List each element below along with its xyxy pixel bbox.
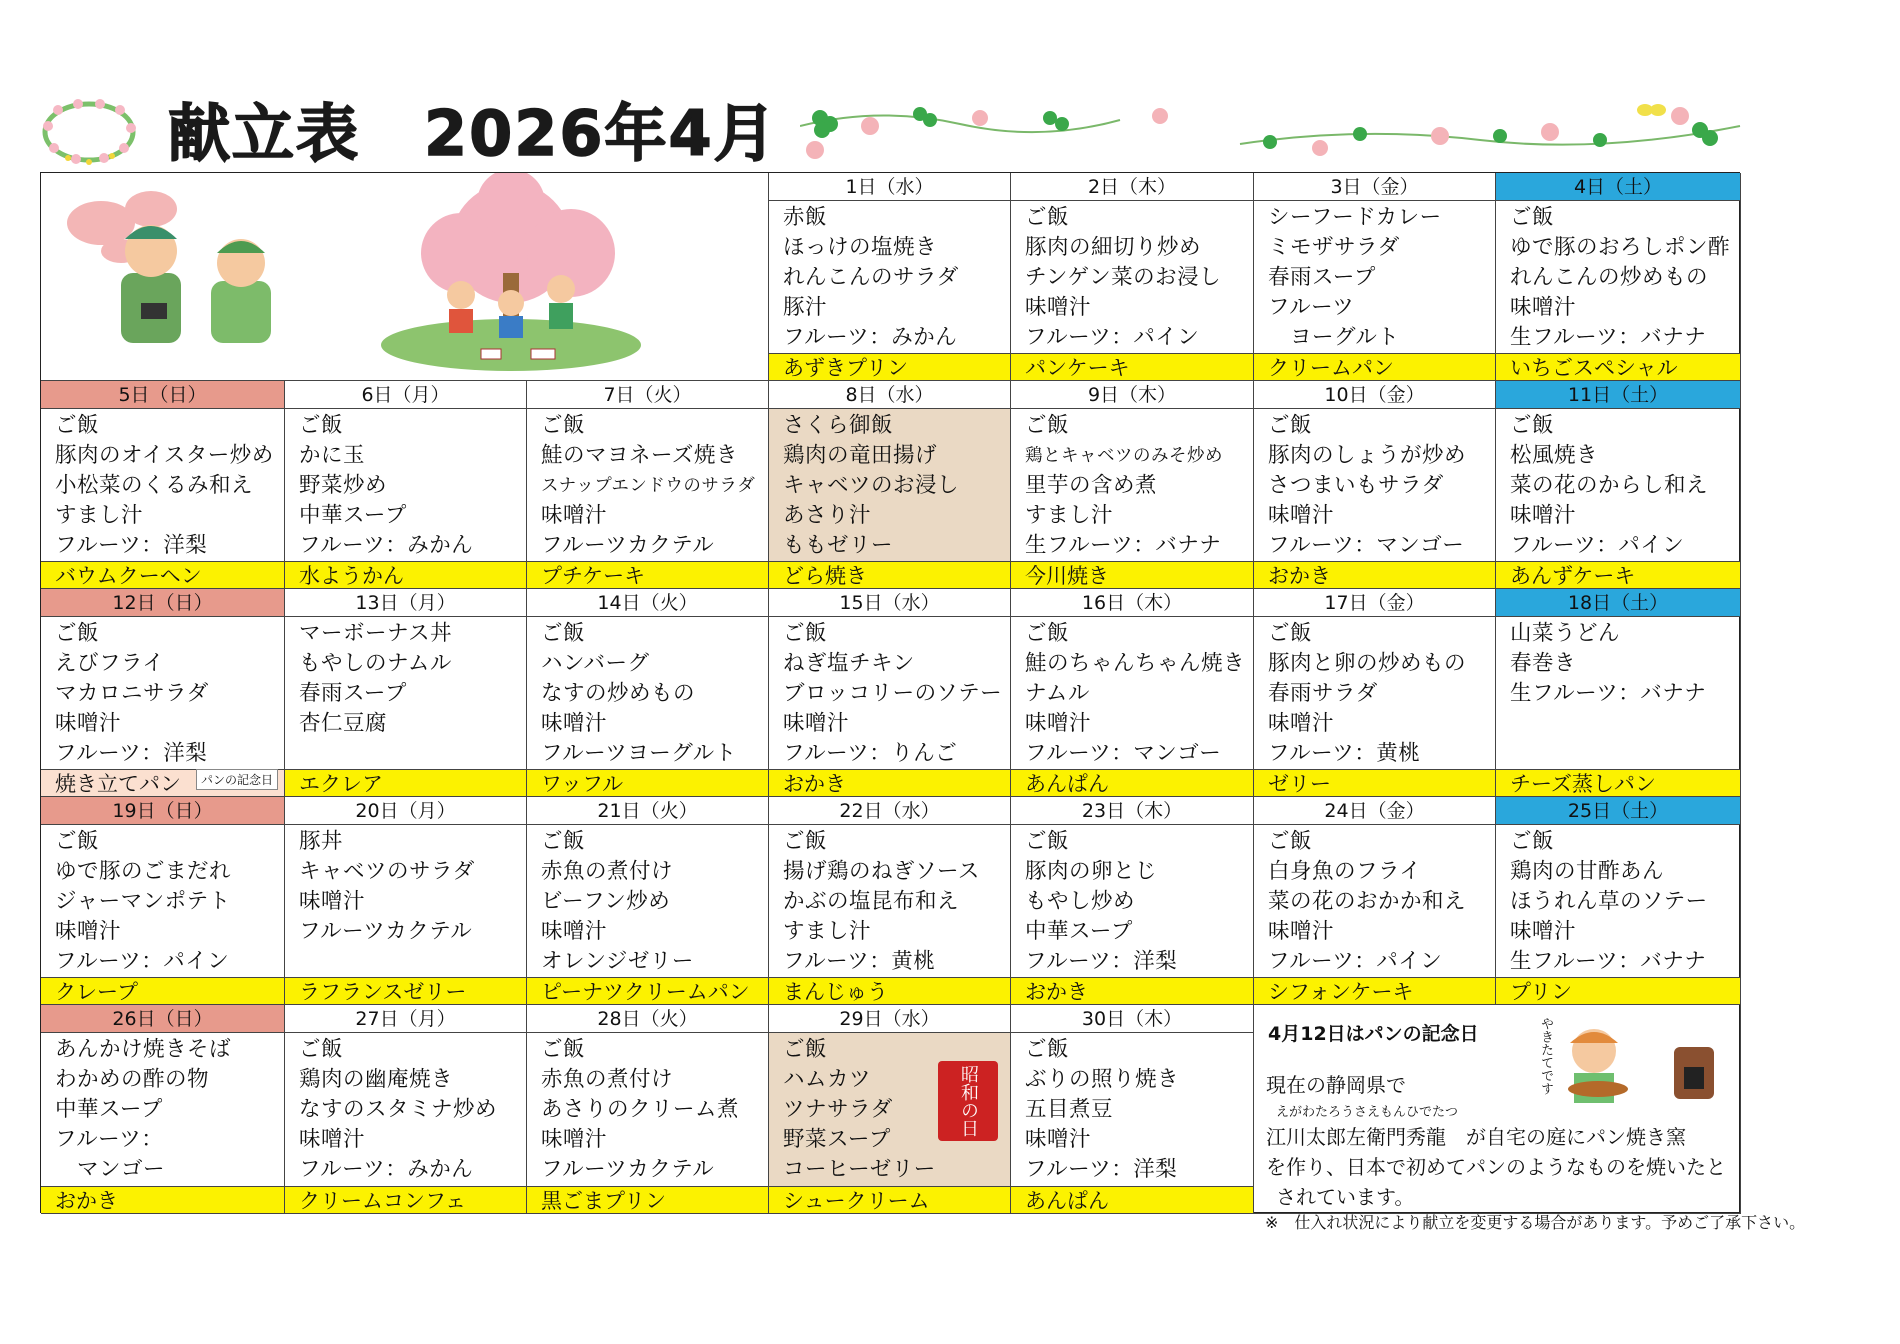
snack-label: 今川焼き <box>1011 561 1253 589</box>
menu-item: ご飯 <box>1025 829 1070 854</box>
menu-item: オレンジゼリー <box>541 949 694 974</box>
day-header: 10日（金） <box>1254 381 1496 409</box>
snack-label: おかき <box>41 1186 284 1214</box>
menu-item: ご飯 <box>1510 413 1555 438</box>
menu-items <box>299 1035 522 1185</box>
menu-item: 五目煮豆 <box>1025 1097 1114 1122</box>
menu-item: ご飯 <box>1268 413 1313 438</box>
menu-item: 杏仁豆腐 <box>299 711 388 736</box>
menu-item: 味噌汁 <box>1510 919 1577 944</box>
menu-item: すまし汁 <box>1025 503 1114 528</box>
menu-item: キャベツのお浸し <box>783 473 960 498</box>
menu-item: かに玉 <box>299 443 366 468</box>
menu-item: 豚肉のオイスター炒め <box>55 443 274 468</box>
clover-vine-decoration <box>800 96 1760 166</box>
day-menu-cell <box>769 409 1011 589</box>
menu-item: 山菜うどん <box>1510 621 1621 646</box>
snack-label: クレープ <box>41 977 284 1005</box>
menu-item: 松風焼き <box>1510 443 1599 468</box>
day-menu-cell <box>285 825 527 1005</box>
menu-item: 味噌汁 <box>299 1127 366 1152</box>
menu-items <box>1510 203 1736 353</box>
day-menu-cell <box>769 617 1011 797</box>
day-header: 2日（木） <box>1011 173 1254 201</box>
menu-item: 春巻き <box>1510 651 1577 676</box>
snack-label: シフォンケーキ <box>1254 977 1495 1005</box>
menu-item: フルーツ：パイン <box>1510 533 1685 558</box>
menu-item: ご飯 <box>1510 205 1555 230</box>
info-ruby: えがわたろうさえもんひでたつ <box>1276 1105 1459 1120</box>
day-header: 16日（木） <box>1011 589 1254 617</box>
menu-items <box>1025 1035 1249 1185</box>
info-line: 江川太郎左衛門秀龍 が自宅の庭にパン焼き窯 <box>1266 1125 1686 1149</box>
menu-item: ぶりの照り焼き <box>1025 1067 1180 1092</box>
menu-item: ご飯 <box>541 621 586 646</box>
snack-label: どら焼き <box>769 561 1010 589</box>
menu-item: 揚げ鶏のねぎソース <box>783 859 980 884</box>
info-line: を作り、日本で初めてパンのようなものを焼いたと <box>1266 1155 1726 1179</box>
menu-item: フルーツ：みかん <box>299 533 474 558</box>
day-menu-cell <box>1496 409 1741 589</box>
menu-item: 鶏肉の幽庵焼き <box>299 1067 454 1092</box>
menu-item: 豚肉と卵の炒めもの <box>1268 651 1467 676</box>
menu-calendar <box>40 172 1740 1213</box>
menu-item: ツナサラダ <box>783 1097 893 1122</box>
day-menu-cell <box>1496 825 1741 1005</box>
menu-item: チンゲン菜のお浸し <box>1025 265 1222 290</box>
menu-item: 味噌汁 <box>1025 295 1092 320</box>
day-header: 5日（日） <box>41 381 285 409</box>
menu-item: ナムル <box>1025 681 1090 706</box>
menu-items <box>299 827 522 947</box>
menu-item: ハンバーグ <box>541 651 650 676</box>
menu-item: 中華スープ <box>55 1097 163 1122</box>
menu-item: かぶの塩昆布和え <box>783 889 960 914</box>
menu-item: 春雨スープ <box>299 681 407 706</box>
menu-item: 豚汁 <box>783 295 828 320</box>
menu-item: フルーツ：パイン <box>1268 949 1443 974</box>
menu-item: ご飯 <box>783 1037 828 1062</box>
menu-item: 味噌汁 <box>55 919 122 944</box>
menu-item: ご飯 <box>1025 621 1070 646</box>
menu-item: 鶏肉の甘酢あん <box>1510 859 1665 884</box>
day-header: 1日（水） <box>769 173 1011 201</box>
info-line: されています。 <box>1276 1185 1415 1209</box>
menu-items <box>1268 827 1491 977</box>
menu-item: ご飯 <box>541 829 586 854</box>
menu-item: 味噌汁 <box>1268 919 1335 944</box>
menu-item: 味噌汁 <box>1025 711 1092 736</box>
menu-item: 菜の花のからし和え <box>1510 473 1709 498</box>
day-header: 11日（土） <box>1496 381 1741 409</box>
day-header: 28日（火） <box>527 1005 769 1033</box>
menu-items <box>1510 827 1736 977</box>
menu-item: 味噌汁 <box>55 711 122 736</box>
menu-item: すまし汁 <box>55 503 144 528</box>
day-menu-cell <box>1011 201 1254 381</box>
menu-item: さくら御飯 <box>783 413 894 438</box>
menu-item: ご飯 <box>1510 829 1555 854</box>
menu-item: 味噌汁 <box>541 919 608 944</box>
menu-item: 味噌汁 <box>1510 295 1577 320</box>
day-header: 22日（水） <box>769 797 1011 825</box>
menu-items <box>541 411 764 561</box>
menu-item: 豚肉の細切り炒め <box>1025 235 1202 260</box>
menu-item: フルーツ：マンゴー <box>1025 741 1222 766</box>
day-header: 6日（月） <box>285 381 527 409</box>
menu-item: フルーツ：マンゴー <box>1268 533 1465 558</box>
menu-item: 味噌汁 <box>541 711 608 736</box>
day-menu-cell <box>527 617 769 797</box>
snack-label: おかき <box>769 769 1010 797</box>
menu-item: フルーツ：パイン <box>1025 325 1200 350</box>
day-menu-cell <box>41 825 285 1005</box>
special-day-badge: 昭和の日 <box>938 1061 998 1141</box>
snack-label: あずきプリン <box>769 353 1010 381</box>
day-menu-cell <box>1011 825 1254 1005</box>
menu-item: キャベツのサラダ <box>299 859 475 884</box>
menu-items <box>1025 203 1249 353</box>
menu-items <box>1510 619 1736 709</box>
hanami-illustration <box>41 173 769 381</box>
special-day-badge: パンの記念日 <box>196 769 278 790</box>
menu-item: れんこんの炒めもの <box>1510 265 1709 290</box>
day-menu-cell <box>1011 1033 1254 1214</box>
day-menu-cell <box>769 201 1011 381</box>
day-header: 13日（月） <box>285 589 527 617</box>
day-menu-cell <box>1011 409 1254 589</box>
menu-item: 鮭のちゃんちゃん焼き <box>1025 651 1246 676</box>
menu-item: あんかけ焼きそば <box>55 1037 232 1062</box>
menu-item: 生フルーツ：バナナ <box>1510 325 1707 350</box>
menu-item: フルーツ：黄桃 <box>1268 741 1421 766</box>
menu-items <box>1025 411 1249 561</box>
menu-item: フルーツ：洋梨 <box>1025 949 1178 974</box>
footer-note: ※ 仕入れ状況により献立を変更する場合があります。予めご了承下さい。 <box>1265 1213 1806 1232</box>
menu-item: 豚肉のしょうが炒め <box>1268 443 1467 468</box>
day-header: 23日（木） <box>1011 797 1254 825</box>
menu-item: スナップエンドウのサラダ <box>541 476 756 496</box>
day-menu-cell <box>285 1033 527 1214</box>
day-menu-cell <box>527 825 769 1005</box>
day-header: 30日（木） <box>1011 1005 1254 1033</box>
snack-label: クリームパン <box>1254 353 1495 381</box>
day-header: 14日（火） <box>527 589 769 617</box>
day-header: 15日（水） <box>769 589 1011 617</box>
day-menu-cell <box>527 1033 769 1214</box>
menu-item: 生フルーツ：バナナ <box>1510 949 1707 974</box>
menu-item: ご飯 <box>783 621 828 646</box>
menu-item: 里芋の含め煮 <box>1025 473 1158 498</box>
menu-items <box>541 827 764 977</box>
day-header: 18日（土） <box>1496 589 1741 617</box>
menu-item: ご飯 <box>299 413 344 438</box>
day-header: 24日（金） <box>1254 797 1496 825</box>
snack-label: バウムクーヘン <box>41 561 284 589</box>
menu-item: ご飯 <box>541 413 586 438</box>
menu-item: ご飯 <box>55 413 100 438</box>
menu-item: コーヒーゼリー <box>783 1157 936 1182</box>
menu-item: ご飯 <box>1025 205 1070 230</box>
menu-item: 味噌汁 <box>1510 503 1577 528</box>
day-header: 3日（金） <box>1254 173 1496 201</box>
snack-label: ゼリー <box>1254 769 1495 797</box>
menu-item: 白身魚のフライ <box>1268 859 1422 884</box>
menu-item: フルーツ <box>1268 295 1355 320</box>
menu-items <box>541 1035 764 1185</box>
menu-item: ご飯 <box>55 621 100 646</box>
menu-items <box>783 619 1006 769</box>
menu-item: 小松菜のくるみ和え <box>55 473 254 498</box>
menu-item: フルーツ：パイン <box>55 949 230 974</box>
snack-label: 水ようかん <box>285 561 526 589</box>
menu-item: もやし炒め <box>1025 889 1136 914</box>
menu-item: ご飯 <box>1268 621 1313 646</box>
menu-item: 味噌汁 <box>299 889 366 914</box>
menu-item: 中華スープ <box>1025 919 1133 944</box>
menu-item: ほっけの塩焼き <box>783 235 938 260</box>
day-header: 19日（日） <box>41 797 285 825</box>
day-header: 17日（金） <box>1254 589 1496 617</box>
menu-item: ミモザサラダ <box>1268 235 1400 260</box>
snack-label: プチケーキ <box>527 561 768 589</box>
snack-label: あんずケーキ <box>1496 561 1740 589</box>
menu-item: フルーツ：洋梨 <box>55 533 208 558</box>
day-menu-cell <box>1254 617 1496 797</box>
menu-item: えびフライ <box>55 651 165 676</box>
menu-item: 赤魚の煮付け <box>541 1067 674 1092</box>
menu-items <box>1025 827 1249 977</box>
baker-illustration <box>1524 1017 1724 1107</box>
menu-item: ご飯 <box>299 1037 344 1062</box>
menu-item: 味噌汁 <box>1025 1127 1092 1152</box>
menu-items <box>783 827 1006 977</box>
menu-item: マーボーナス丼 <box>299 621 453 646</box>
menu-item: 豚肉の卵とじ <box>1025 859 1158 884</box>
day-menu-cell <box>285 409 527 589</box>
menu-item: ご飯 <box>55 829 100 854</box>
day-menu-cell <box>1496 201 1741 381</box>
menu-item: フルーツカクテル <box>541 1157 715 1182</box>
snack-label: おかき <box>1011 977 1253 1005</box>
day-menu-cell <box>1254 409 1496 589</box>
day-menu-cell <box>41 409 285 589</box>
day-menu-cell <box>769 1033 1011 1214</box>
menu-items <box>55 1035 280 1185</box>
menu-item: フルーツカクテル <box>299 919 473 944</box>
menu-item: もやしのナムル <box>299 651 452 676</box>
day-header: 29日（水） <box>769 1005 1011 1033</box>
day-header: 21日（火） <box>527 797 769 825</box>
day-menu-cell <box>41 617 285 797</box>
day-menu-cell <box>1011 617 1254 797</box>
menu-item: ジャーマンポテト <box>55 889 231 914</box>
snack-label: おかき <box>1254 561 1495 589</box>
day-menu-cell <box>527 409 769 589</box>
snack-label: あんぱん <box>1011 769 1253 797</box>
day-menu-cell <box>1254 201 1496 381</box>
menu-item: ご飯 <box>1268 829 1313 854</box>
day-header: 27日（月） <box>285 1005 527 1033</box>
day-header: 4日（土） <box>1496 173 1741 201</box>
bread-day-info-box <box>1254 1005 1741 1214</box>
snack-label: 黒ごまプリン <box>527 1186 768 1214</box>
menu-items <box>55 619 280 769</box>
menu-item: フルーツカクテル <box>541 533 715 558</box>
menu-items <box>783 411 1006 561</box>
menu-item: ご飯 <box>1025 1037 1070 1062</box>
menu-item: フルーツ：黄桃 <box>783 949 936 974</box>
menu-item: 春雨サラダ <box>1268 681 1378 706</box>
menu-item: 鶏とキャベツのみそ炒め <box>1025 446 1223 466</box>
menu-item: 味噌汁 <box>541 503 608 528</box>
day-header: 7日（火） <box>527 381 769 409</box>
menu-item: マンゴー <box>55 1157 166 1182</box>
day-header: 26日（日） <box>41 1005 285 1033</box>
flower-wreath-decoration <box>38 96 140 168</box>
menu-item: ゆで豚のごまだれ <box>55 859 232 884</box>
menu-item: 豚丼 <box>299 829 344 854</box>
menu-item: 赤魚の煮付け <box>541 859 674 884</box>
menu-item: ご飯 <box>541 1037 586 1062</box>
menu-item: フルーツ：みかん <box>299 1157 474 1182</box>
snack-label: 焼き立てパン <box>41 769 284 797</box>
snack-label: あんぱん <box>1011 1186 1253 1214</box>
day-header: 20日（月） <box>285 797 527 825</box>
menu-item: フルーツ：洋梨 <box>55 741 208 766</box>
snack-label: ワッフル <box>527 769 768 797</box>
menu-item: 菜の花のおかか和え <box>1268 889 1467 914</box>
menu-item: わかめの酢の物 <box>55 1067 210 1092</box>
menu-item: なすの炒めもの <box>541 681 696 706</box>
menu-item: さつまいもサラダ <box>1268 473 1444 498</box>
day-menu-cell <box>285 617 527 797</box>
menu-item: 生フルーツ：バナナ <box>1510 681 1707 706</box>
snack-label: まんじゅう <box>769 977 1010 1005</box>
menu-item: フルーツ：洋梨 <box>1025 1157 1178 1182</box>
day-menu-cell <box>1254 825 1496 1005</box>
menu-item: ブロッコリーのソテー <box>783 681 1003 706</box>
menu-item: 赤飯 <box>783 205 828 230</box>
baker-speech-text: やきたてです <box>1538 1017 1553 1095</box>
day-header: 25日（土） <box>1496 797 1741 825</box>
menu-items <box>1268 203 1491 353</box>
menu-item: 味噌汁 <box>1268 711 1335 736</box>
info-line: 現在の静岡県で <box>1266 1073 1406 1097</box>
snack-label: エクレア <box>285 769 526 797</box>
day-menu-cell <box>769 825 1011 1005</box>
menu-item: フルーツ：りんご <box>783 741 958 766</box>
menu-item: フルーツ：みかん <box>783 325 958 350</box>
menu-items <box>1510 411 1736 561</box>
snack-label: いちごスペシャル <box>1496 353 1740 381</box>
menu-item: ゆで豚のおろしポン酢 <box>1510 235 1731 260</box>
menu-item: 春雨スープ <box>1268 265 1376 290</box>
info-title: 4月12日はパンの記念日 <box>1268 1023 1479 1045</box>
menu-item: フルーツ： <box>55 1127 164 1152</box>
snack-label: クリームコンフェ <box>285 1186 526 1214</box>
menu-items <box>1025 619 1249 769</box>
day-header: 9日（木） <box>1011 381 1254 409</box>
menu-item: ヨーグルト <box>1268 325 1400 350</box>
menu-item: 鮭のマヨネーズ焼き <box>541 443 738 468</box>
menu-items <box>1268 619 1491 769</box>
menu-item: あさりのクリーム煮 <box>541 1097 740 1122</box>
menu-item: すまし汁 <box>783 919 872 944</box>
menu-item: 鶏肉の竜田揚げ <box>783 443 938 468</box>
menu-item: 味噌汁 <box>783 711 850 736</box>
menu-item: ご飯 <box>1025 413 1070 438</box>
menu-item: ねぎ塩チキン <box>783 651 915 676</box>
menu-item: ももゼリー <box>783 533 894 558</box>
menu-items <box>299 411 522 561</box>
menu-item: れんこんのサラダ <box>783 265 959 290</box>
menu-item: 生フルーツ：バナナ <box>1025 533 1222 558</box>
menu-item: 味噌汁 <box>541 1127 608 1152</box>
snack-label: シュークリーム <box>769 1186 1010 1214</box>
menu-item: ほうれん草のソテー <box>1510 889 1708 914</box>
menu-items <box>541 619 764 769</box>
menu-item: 野菜炒め <box>299 473 388 498</box>
menu-item: 野菜スープ <box>783 1127 891 1152</box>
menu-item: 中華スープ <box>299 503 407 528</box>
menu-item: あさり汁 <box>783 503 872 528</box>
menu-item: ビーフン炒め <box>541 889 671 914</box>
menu-item: マカロニサラダ <box>55 681 209 706</box>
page-title: 献立表 2026年4月 <box>168 97 778 170</box>
snack-label: プリン <box>1496 977 1740 1005</box>
menu-items <box>783 203 1006 353</box>
menu-items <box>55 411 280 561</box>
menu-items <box>1268 411 1491 561</box>
menu-item: フルーツヨーグルト <box>541 741 737 766</box>
snack-label: チーズ蒸しパン <box>1496 769 1740 797</box>
menu-items <box>299 619 522 739</box>
menu-item: なすのスタミナ炒め <box>299 1097 498 1122</box>
day-menu-cell <box>1496 617 1741 797</box>
menu-item: ハムカツ <box>783 1067 872 1092</box>
menu-item: ご飯 <box>783 829 828 854</box>
day-header: 12日（日） <box>41 589 285 617</box>
menu-item: シーフードカレー <box>1268 205 1442 230</box>
menu-items <box>55 827 280 977</box>
day-menu-cell <box>41 1033 285 1214</box>
day-header: 8日（水） <box>769 381 1011 409</box>
menu-item: 味噌汁 <box>1268 503 1335 528</box>
snack-label: ピーナツクリームパン <box>527 977 768 1005</box>
snack-label: パンケーキ <box>1011 353 1253 381</box>
snack-label: ラフランスゼリー <box>285 977 526 1005</box>
